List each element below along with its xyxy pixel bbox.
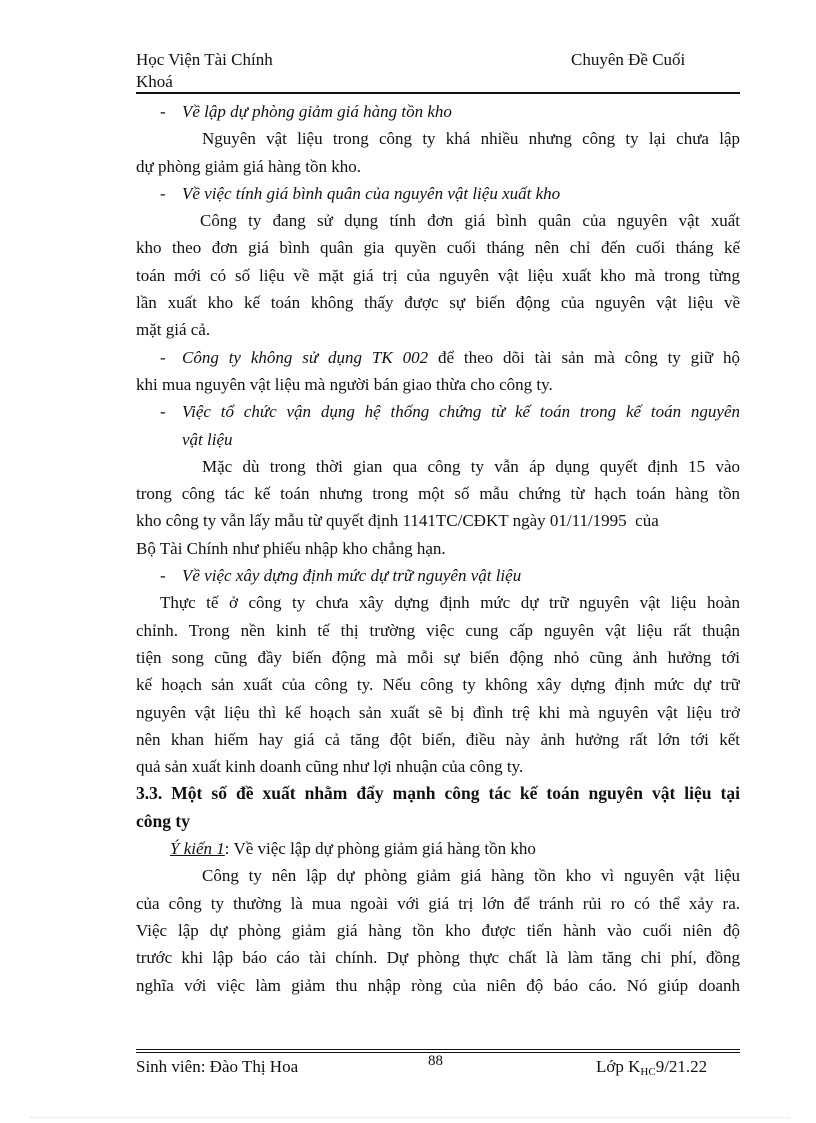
paragraph-line: quả sản xuất kinh doanh cũng như lợi nhuận của công ty. <box>136 757 524 777</box>
paragraph-line: dự phòng giảm giá hàng tồn kho. <box>136 156 361 176</box>
document-body <box>136 98 740 999</box>
paragraph-line: nghĩa với việc làm giảm thu nhập ròng của niên độ báo cáo. Nó giúp doanh <box>136 975 740 995</box>
paragraph-line: chỉnh. Trong nền kinh tế thị trường việc cung cấp nguyên vật liệu rất thuận <box>136 620 740 640</box>
paragraph-line: Nguyên vật liệu trong công ty khá nhiều nhưng công ty lại chưa lập <box>202 129 740 149</box>
header-course: Khoá <box>136 72 173 91</box>
bullet-heading-continuation: vật liệu <box>182 429 233 449</box>
bullet-heading-tk002: - Công ty không sử dụng TK 002 để theo dõi tài sản mà công ty giữ hộ <box>136 344 740 371</box>
bullet-heading-inventory-provision: - Về lập dự phòng giảm giá hàng tồn kho <box>136 98 740 125</box>
paragraph-line: toán mới có số liệu về mặt giá trị của nguyên vật liệu xuất kho mà trong từng <box>136 265 740 285</box>
header-divider <box>136 92 740 94</box>
footer-class: Lớp $K_{HC}9/21.22$ <box>596 1057 708 1078</box>
bullet-dash: - <box>160 102 166 121</box>
header-institution <box>136 49 273 93</box>
header-title: Chuyên Đề Cuối <box>571 50 686 69</box>
page-edge-dots <box>30 1117 790 1118</box>
bullet-dash: - <box>160 183 166 203</box>
header-institution-name: Học Viện Tài Chính <box>136 50 273 69</box>
page-number: 88 <box>428 1053 443 1069</box>
paragraph-line: lần xuất kho kế toán không thấy được sự biến động của nguyên vật liệu về <box>136 293 740 313</box>
bullet-dash: - <box>160 347 166 367</box>
opinion-heading: Ý kiến 1: Về việc lập dự phòng giảm giá hàng tồn kho <box>170 839 536 859</box>
footer-student: Sinh viên: Đào Thị Hoa <box>136 1057 299 1076</box>
section-heading-continuation: công ty <box>136 810 190 831</box>
paragraph-line: tiện song cũng đầy biến động mà mỗi sự biến động nhỏ cũng ảnh hưởng tới <box>136 647 740 667</box>
paragraph-line: trước khi lập báo cáo tài chính. Dự phòng thực chất là làm tăng chi phí, đồng <box>136 948 740 968</box>
paragraph-line: Việc lập dự phòng giảm giá hàng tồn kho được tiến hành vào cuối niên độ <box>136 920 740 940</box>
paragraph-line: kho công ty vẫn lấy mẫu từ quyết định 1141TC/CĐKT ngày 01/11/1995 của <box>136 511 659 531</box>
paragraph-line: Mặc dù trong thời gian qua công ty vẫn áp dụng quyết định 15 vào <box>202 456 740 476</box>
paragraph-line: nguyên vật liệu thì kế hoạch sản xuất sẽ bị đình trệ khi mà nguyên vật liệu trở <box>136 702 740 722</box>
bullet-heading-average-price: - Về việc tính giá bình quân của nguyên vật liệu xuất kho <box>136 180 740 207</box>
opinion-label: Ý kiến 1 <box>170 839 225 859</box>
paragraph-line: Công ty nên lập dự phòng giảm giá hàng tồn kho vì nguyên vật liệu <box>202 866 740 886</box>
paragraph-line: nên khan hiếm hay giá cả tăng đột biến, điều này ảnh hưởng rất lớn tới kết <box>136 729 740 749</box>
section-heading: 3.3. Một số đề xuất nhằm đẩy mạnh công tác kế toán nguyên vật liệu tại <box>136 783 740 804</box>
footer-divider <box>136 1049 740 1050</box>
paragraph-line: trong công tác kế toán nhưng trong một số mẫu chứng từ hạch toán hàng tồn <box>136 484 740 504</box>
paragraph-line: Thực tế ở công ty chưa xây dựng định mức dự trữ nguyên vật liệu hoàn <box>160 593 740 613</box>
bullet-dash: - <box>160 566 166 586</box>
bullet-heading-reserve-norms: - Về việc xây dựng định mức dự trữ nguyên vật liệu <box>136 562 740 589</box>
bullet-heading-voucher-system: - Việc tổ chức vận dụng hệ thống chứng từ kế toán trong kế toán nguyên <box>136 398 740 425</box>
paragraph-line: Bộ Tài Chính như phiếu nhập kho chẳng hạn. <box>136 538 446 558</box>
bullet-dash: - <box>160 402 166 422</box>
paragraph-line: kho theo đơn giá bình quân gia quyền cuối tháng nên chỉ đến cuối tháng kế <box>136 238 740 258</box>
paragraph-line: khi mua nguyên vật liệu mà người bán giao thừa cho công ty. <box>136 374 553 394</box>
paragraph-line: mặt giá cả. <box>136 320 211 340</box>
paragraph-line: của công ty thường là mua ngoài với giá trị lớn để tránh rủi ro có thể xảy ra. <box>136 893 740 913</box>
paragraph-line: Công ty đang sử dụng tính đơn giá bình quân của nguyên vật xuất <box>200 211 740 231</box>
paragraph-line: kế hoạch sản xuất của công ty. Nếu công ty không xây dựng định mức dự trữ <box>136 675 740 695</box>
